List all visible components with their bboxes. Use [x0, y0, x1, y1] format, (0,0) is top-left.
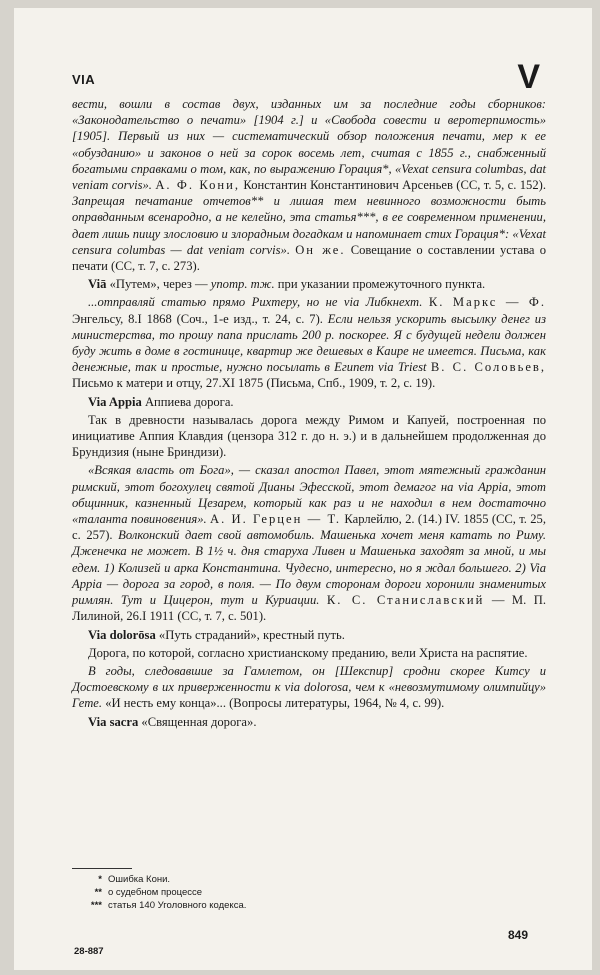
- entry-term: Via sacra: [88, 714, 139, 729]
- quote-author: К. С. Станиславский: [326, 593, 485, 608]
- quote-author: В. С. Соловьев,: [430, 360, 546, 375]
- quote-author: А. И. Герцен — Т.: [209, 512, 342, 527]
- dictionary-page: [14, 8, 592, 970]
- quote: вести, вошли в состав двух, изданных им за последние годы сборников: «Законодательство о печати» [1904 г.] и «Свобода совести и веротерпимость» [1905]. Первый из них — систематический обзор положения печати, мер к ее «обузданию» и законов о ней за сорок восемь лет, считая с 1855 г., снабженный богатыми справками о том, как, по выражению Горация*, «Vexat censura columbas, dat veniam corvis».: [72, 97, 546, 193]
- entry-quote: [72, 294, 546, 391]
- quote: Если нельзя ускорить высылку денег из министерства, то прошу папа прислать 200 р. поскорее. Я с будущей недели должен буду жить в доме в гостинице, квартир же дешевых в Каире не имеется. Письма, как денежные, так и простые, нужно посылать в Египет via Triest: [72, 311, 546, 375]
- quote-reference: Совещание о составлении устава о печати (СС, т. 7, с. 273).: [72, 242, 546, 274]
- entry-via: [72, 276, 546, 292]
- entry-definition: «Путь страданий», крестный путь.: [158, 627, 345, 642]
- footnotes: [84, 873, 246, 912]
- footnote-text: Ошибка Кони.: [108, 874, 171, 885]
- entry-term: Via Appia: [88, 394, 142, 409]
- quote: Волконский дает свой автомобиль. Машенька хочет меня катать по Риму. Дженечка не может. В 1½ ч. дня старуха Ливен и Машенька заходят за мной, и мы едем. 1) Колизей и арка Константина. Чудесно, интересно, но я ждал большего. 2) Via Appia — дорога за город, в поля. — По двум сторонам дороги хоронили знаменитых римлян. Тут и Цицерон, тут и Куриации.: [72, 528, 546, 608]
- entry-via-sacra: [72, 714, 546, 730]
- entry-via-dolorosa: [72, 627, 546, 643]
- quote-reference: «И несть ему конца»... (Вопросы литературы, 1964, № 4, с. 99).: [105, 696, 445, 711]
- quote: «Всякая власть от Бога», — сказал апостол Павел, этот мятежный гражданин римский, этот богохулец святой Дианы Эфесской, этот демагог на via Appia, этот общинник, казненный Цезарем, который как раз и не находил в нем достаточно «таланта повиновения».: [72, 463, 546, 527]
- quote-reference: Письмо к матери и отцу, 27.XI 1875 (Письма, Спб., 1909, т. 2, с. 19).: [72, 376, 436, 391]
- entry-explanation: Дорога, по которой, согласно христианскому преданию, вели Христа на распятие.: [88, 645, 528, 660]
- entry-term: Via dolorōsa: [88, 627, 156, 642]
- entry-term: Viā: [88, 277, 107, 292]
- entry-definition: «Путем», через —: [109, 277, 208, 292]
- running-head: VIA: [72, 72, 96, 87]
- entry-definition: Аппиева дорога.: [144, 394, 234, 409]
- footnote-mark: **: [94, 887, 102, 898]
- usage-note: употр. тж.: [210, 277, 275, 292]
- footnote: [84, 873, 246, 886]
- quote-author: Он же.: [295, 242, 346, 257]
- entry-via-appia: [72, 394, 546, 410]
- footnote: [84, 886, 246, 899]
- quote-reference: — М. П. Лилиной, 26.I 1911 (СС, т. 7, с. 501).: [72, 593, 546, 624]
- quote-reference: Константин Константинович Арсеньев (СС, т. 5, с. 152).: [243, 178, 546, 193]
- footnote-text: статья 140 Уголовного кодекса.: [108, 900, 247, 911]
- quote-reference: Энгельсу, 8.I 1868 (Соч., 1-е изд., т. 24, с. 7).: [72, 311, 323, 326]
- entry-quote: [72, 462, 546, 624]
- paragraph-continuation: [72, 96, 546, 274]
- printer-signature: 28-887: [74, 946, 104, 957]
- entry-definition: «Священная дорога».: [141, 714, 257, 729]
- quote-reference: Карлейлю, 2. (14.) IV. 1855 (СС, т. 25, с. 257).: [72, 512, 546, 543]
- page-body: [72, 96, 546, 732]
- quote: В годы, следовавшие за Гамлетом, он [Шекспир] сродни скорее Китсу и Достоевскому в их приверженности к via dolorosa, чем к «невозмутимому олимпийцу» Гете.: [72, 663, 546, 711]
- entry-quote: [72, 663, 546, 712]
- quote: ...отправляй статью прямо Рихтеру, но не via Либкнехт.: [88, 295, 423, 310]
- entry-definition: при указании промежуточного пункта.: [277, 277, 486, 292]
- quote: Запрещая печатание отчетов** и лишая тем невинного возможности быть оправданным всенародно, а не келейно, эта статья***, в ее современном применении, дает лишь пищу злословию и злорадным догадкам и напоминает стих Горация*: «Vexat censura columbas — dat veniam corvis».: [72, 194, 546, 257]
- footnote-mark: *: [98, 874, 102, 885]
- footnote-text: о судебном процессе: [108, 887, 203, 898]
- section-letter: V: [517, 58, 540, 96]
- quote-author: К. Маркс — Ф.: [428, 295, 546, 310]
- footnote: [84, 899, 246, 912]
- footnote-divider: [72, 868, 132, 869]
- footnote-mark: ***: [90, 900, 102, 911]
- entry-explanation: Так в древности называлась дорога между Римом и Капуей, построенная по инициативе Аппия Клавдия (цензора 312 г. до н. э.) и в дальнейшем продолженная до Брундизия (ныне Бриндизи).: [72, 412, 546, 460]
- page-number: 849: [507, 928, 528, 942]
- quote-author: А. Ф. Кони,: [155, 178, 241, 193]
